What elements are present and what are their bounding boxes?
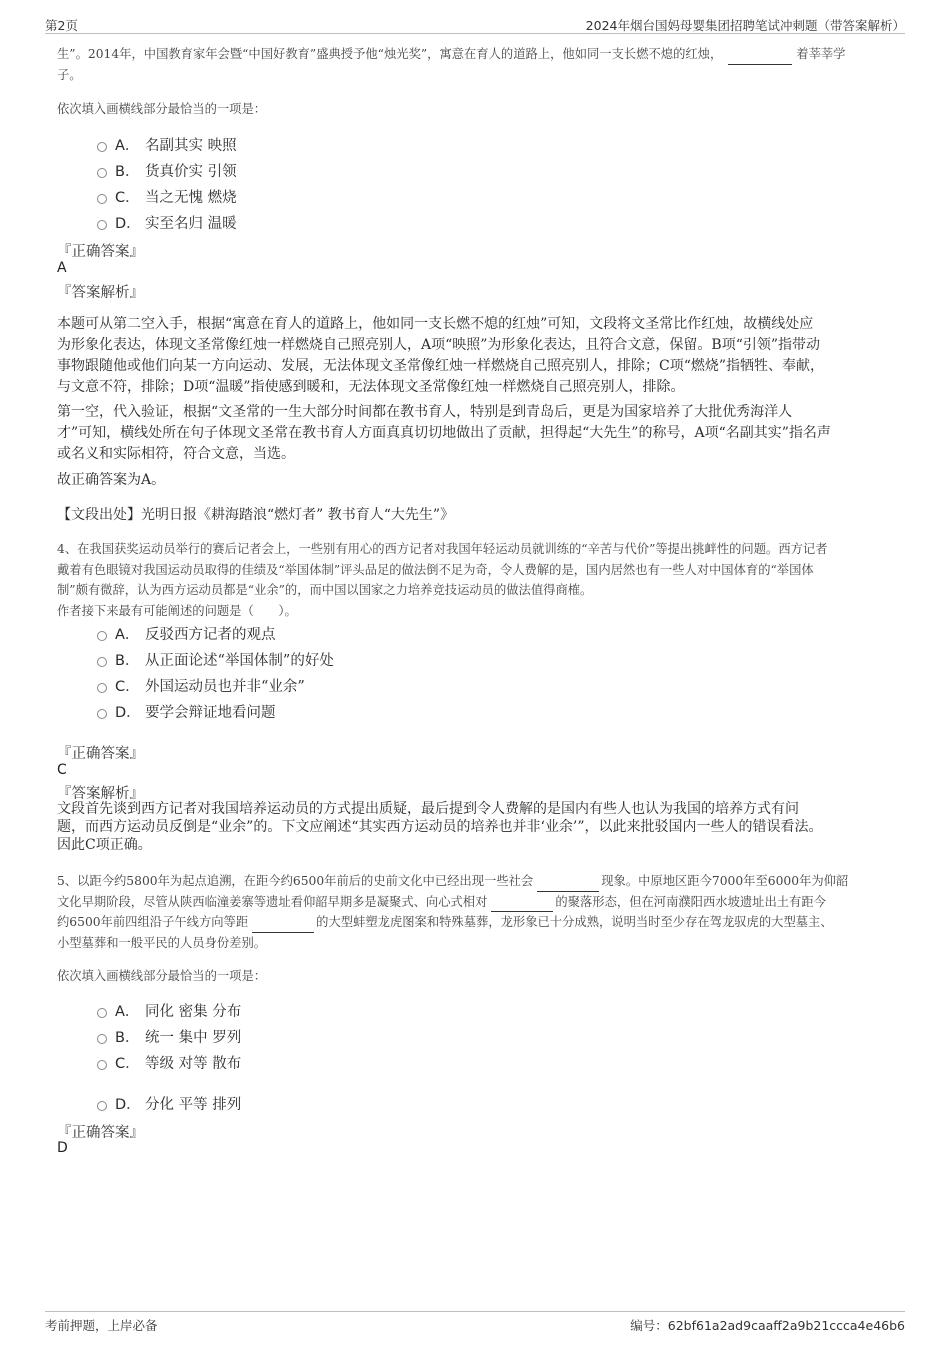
radio-icon[interactable] [97,1060,107,1070]
q5-answer: D [57,1140,68,1156]
q3-option-d[interactable]: D． 实至名归 温暖 [97,212,237,232]
q5-prompt: 依次填入画横线部分最恰当的一项是： [57,969,267,983]
q5-blank-3 [252,919,314,933]
q4-option-c[interactable]: C． 外国运动员也并非“业余” [97,675,305,695]
radio-icon[interactable] [97,657,107,667]
q3-text-line1a: 生”。2014年，中国教育家年会暨“中国好教育”盛典授予他“烛光奖”，寓意在育人的道路上，他如同一支长燃不熄的红烛， [57,47,723,61]
q5-text: 5、以距今约5800年为起点追溯，在距今约6500年前后的史前文化中已经出现一些社会 现象。中原地区距今7000年至6000年为仰韶 文化早期阶段，尽管从陕西临潼姜寨等遗址看仰韶早期多是凝聚式、向心式相对 的聚落形态，但在河南濮阳西水坡遗址出土有距今 约6500年前四组沿子午线方向等距 的大型蚌塑龙虎图案和特殊墓葬，龙形象已十分成熟，说明当时至少存在驾龙驭虎的大型墓主、 小型墓葬和一般平民的人员身份差别。 [57,874,849,950]
page-number: 第2页 [45,18,78,33]
q3-text-line2: 子。 [57,67,82,82]
q4-text: 4、在我国获奖运动员举行的赛后记者会上，一些别有用心的西方记者对我国年轻运动员就训练的“辛苦与代价”等提出挑衅性的问题。西方记者 戴着有色眼镜对我国运动员取得的佳绩及“举国体制”评头品足的做法倒不足为奇，令人费解的是，国内居然也有一些人对中国体育的“举国体 制”颇有微辞，认为西方运动员都是“业余”的，而中国以国家之力培养竞技运动员的做法值得商榷。 作者接下来最有可能阐述的问题是（ ）。 [57,542,828,618]
q4-answer: C [57,762,67,778]
q4-analysis-label: 『答案解析』 [57,786,144,802]
q5-option-a[interactable]: A． 同化 密集 分布 [97,1000,241,1020]
q5-option-b[interactable]: B． 统一 集中 罗列 [97,1026,241,1046]
radio-icon[interactable] [97,683,107,693]
q3-conclusion: 故正确答案为A。 [57,472,166,488]
q4-answer-label: 『正确答案』 [57,746,144,762]
q4-option-b[interactable]: B． 从正面论述“举国体制”的好处 [97,649,334,669]
q3-blank [728,51,792,65]
q3-analysis-label: 『答案解析』 [57,285,144,301]
document-title: 2024年烟台国妈母婴集团招聘笔试冲刺题（带答案解析） [585,18,905,33]
q3-option-b[interactable]: B． 货真价实 引领 [97,160,237,180]
radio-icon[interactable] [97,631,107,641]
q3-analysis-p2: 第一空，代入验证，根据“文圣常的一生大部分时间都在教书育人，特别是到青岛后，更是为国家培养了大批优秀海洋人 才”可知，横线处所在句子体现文圣常在教书育人方面真真切切地做出了贡献，担得起“大先生”的称号，A项“名副其实”指名声 或名义和实际相符，符合文意，当选。 [57,404,831,462]
radio-icon[interactable] [97,194,107,204]
q5-answer-label: 『正确答案』 [57,1125,144,1141]
q3-analysis-p1: 本题可从第二空入手，根据“寓意在育人的道路上，他如同一支长燃不熄的红烛”可知，文段将文圣常比作红烛，故横线处应 为形象化表达，体现文圣常像红烛一样燃烧自己照亮别人，A项“映照”为形象化表达，且符合文意，保留。B项“引领”指带动 事物跟随他或他们向某一方向运动、发展，无法体现文圣常像红烛一样燃烧自己照亮别人，排除；C项“燃烧”指牺牲、奉献， 与文意不符，排除；D项“温暖”指使感到暖和，无法体现文圣常像红烛一样燃烧自己照亮别人，排除。 [57,316,825,395]
page-footer [45,1311,905,1333]
footer-serial: 编号：62bf61a2ad9caaff2a9b21ccca4e46b6 [630,1318,905,1333]
radio-icon[interactable] [97,1008,107,1018]
q3-answer: A [57,260,67,276]
q5-option-c[interactable]: C． 等级 对等 散布 [97,1052,241,1072]
radio-icon[interactable] [97,168,107,178]
q4-option-d[interactable]: D． 要学会辩证地看问题 [97,701,276,721]
q5-option-d[interactable]: D． 分化 平等 排列 [97,1093,241,1113]
q4-option-a[interactable]: A． 反驳西方记者的观点 [97,623,276,643]
radio-icon[interactable] [97,220,107,230]
q3-answer-label: 『正确答案』 [57,244,144,260]
q3-option-a[interactable]: A． 名副其实 映照 [97,134,237,154]
radio-icon[interactable] [97,1034,107,1044]
q3-prompt: 依次填入画横线部分最恰当的一项是： [57,102,267,116]
radio-icon[interactable] [97,142,107,152]
radio-icon[interactable] [97,1101,107,1111]
q5-blank-2 [491,898,553,912]
q3-text-line1b: 着莘莘学 [796,47,846,61]
q5-blank-1 [537,878,599,892]
footer-slogan: 考前押题，上岸必备 [45,1318,158,1333]
radio-icon[interactable] [97,709,107,719]
q3-source: 【文段出处】光明日报《耕海踏浪“燃灯者” 教书育人“大先生”》 [57,507,455,523]
q4-analysis: 文段首先谈到西方记者对我国培养运动员的方式提出质疑，最后提到令人费解的是国内有些人也认为我国的培养方式有问 题，而西方运动员反倒是“业余”的。下文应阐述“其实西方运动员的培养也并非‘业余’”，以此来批驳国内一些人的错误看法。 因此C项正确。 [57,801,823,853]
page-header [45,14,905,34]
q3-option-c[interactable]: C． 当之无愧 燃烧 [97,186,237,206]
q3-text [57,44,907,85]
